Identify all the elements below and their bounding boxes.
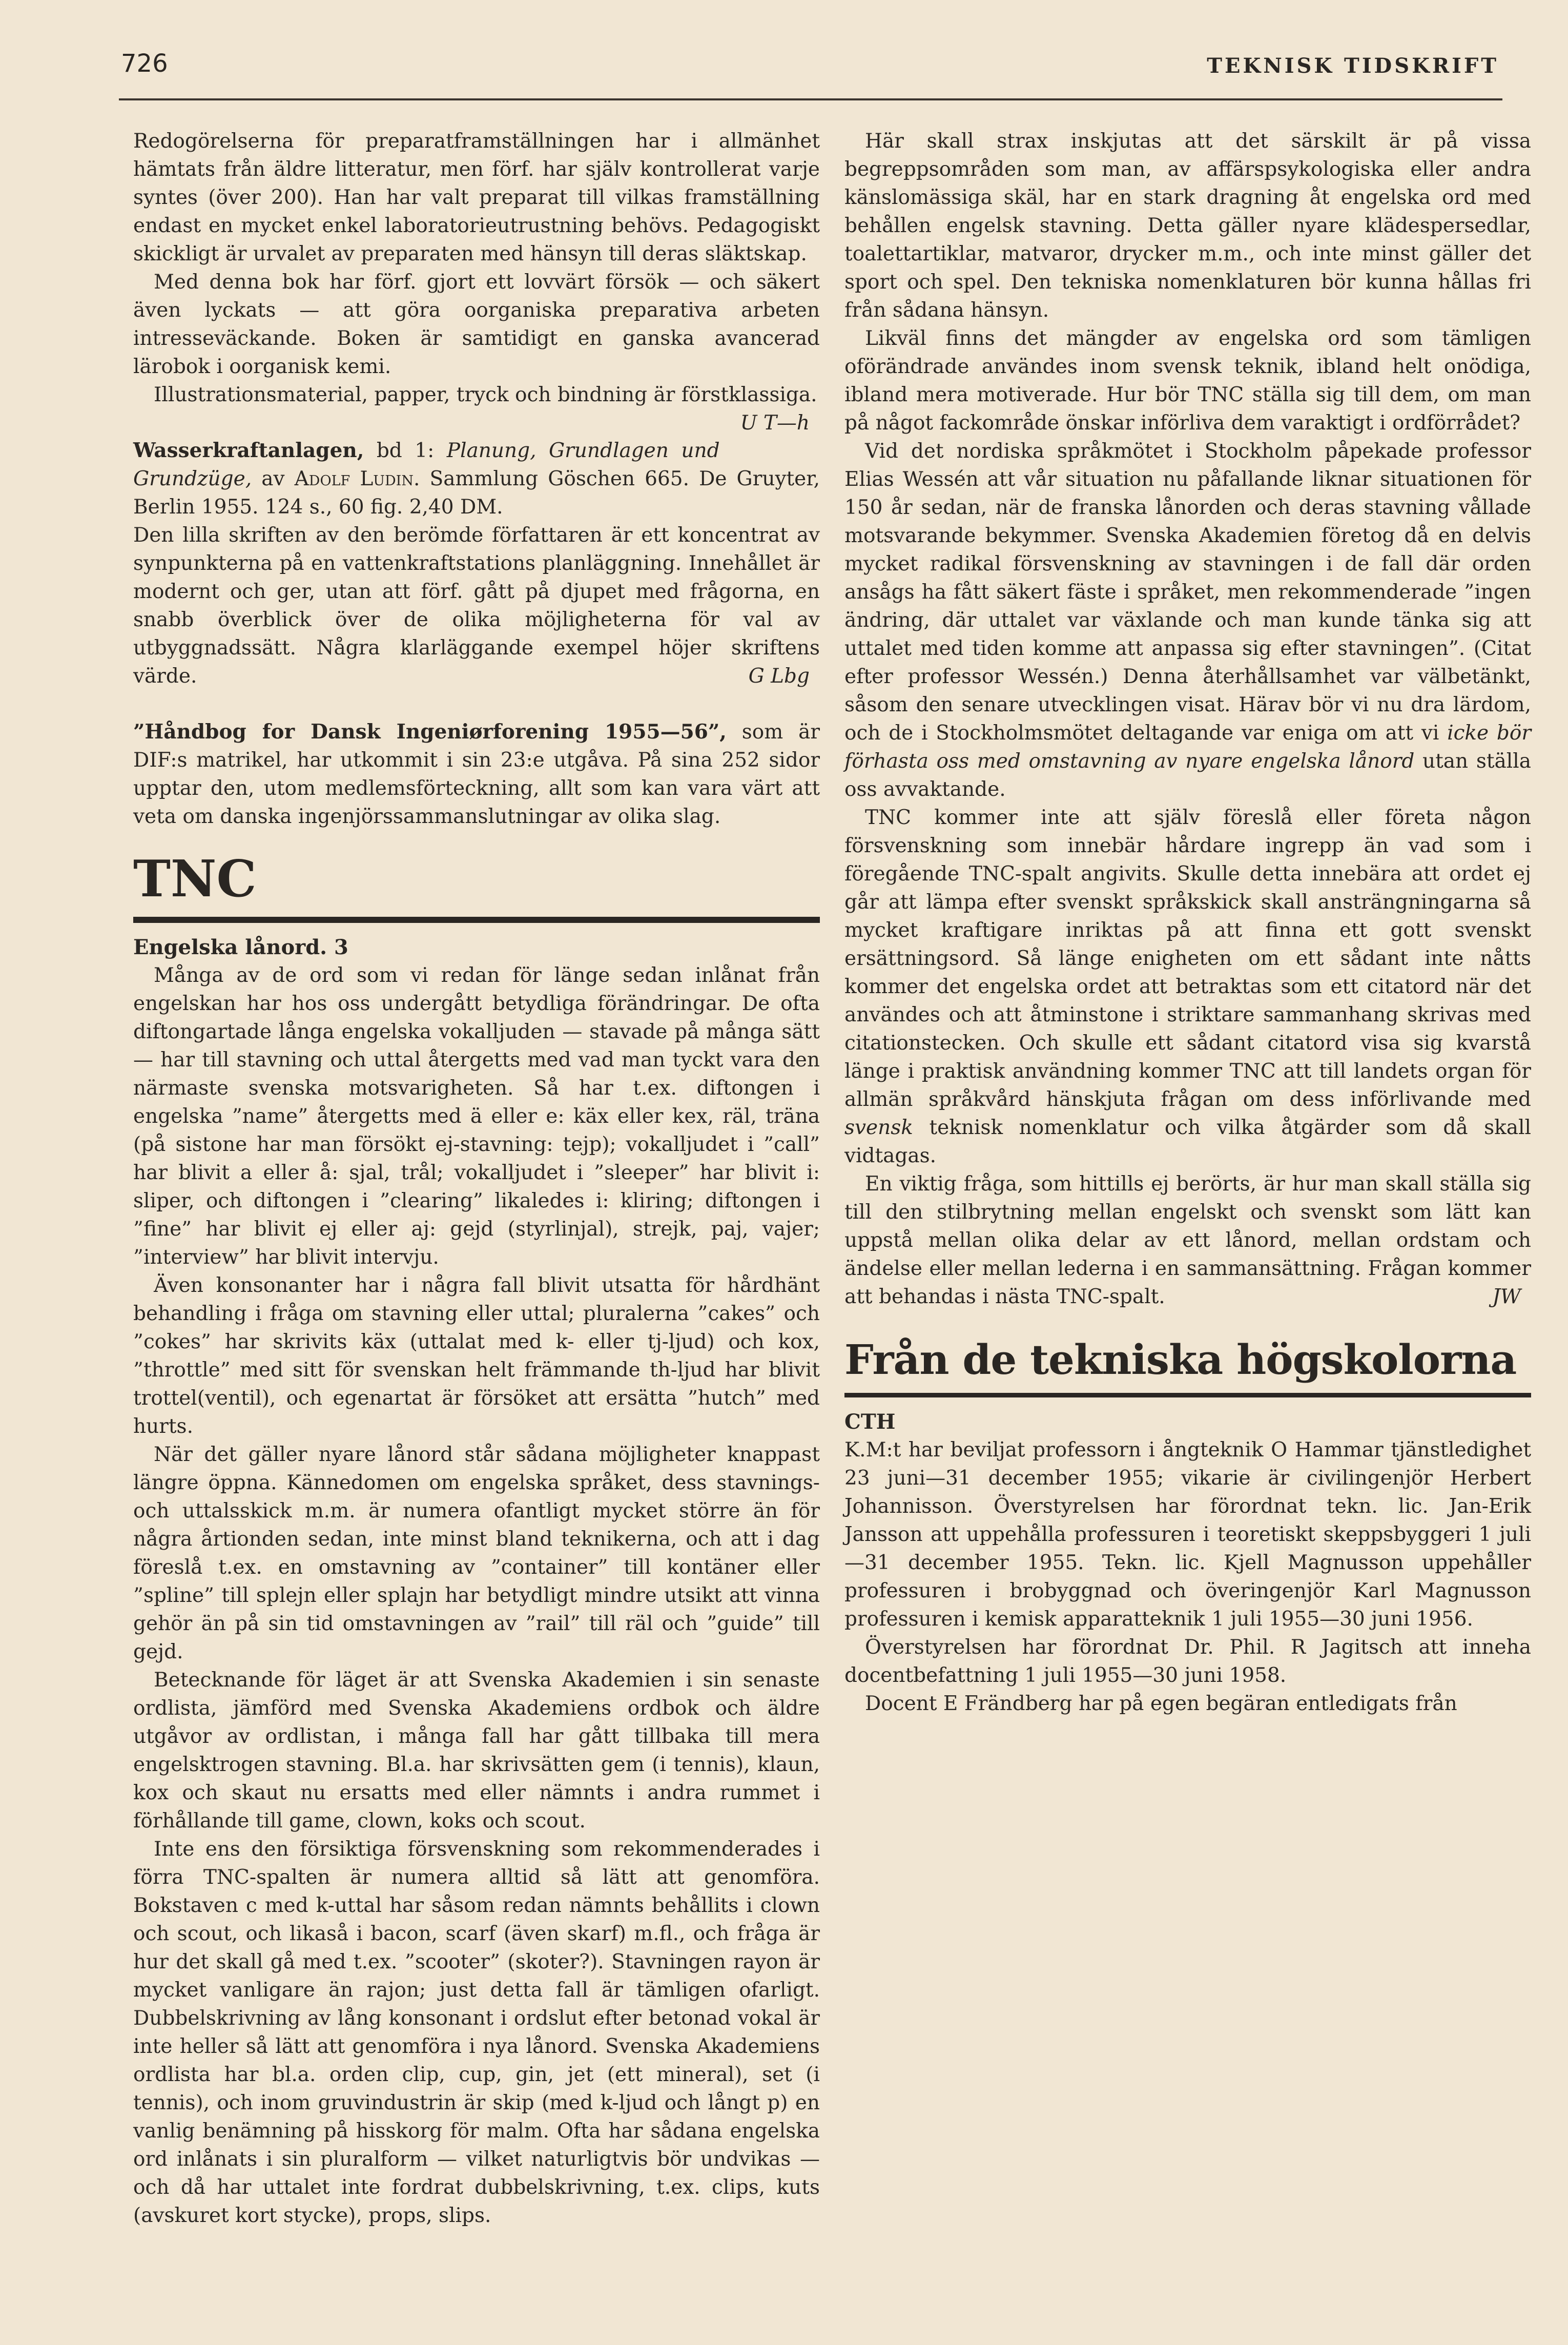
review2-bibl-a: bd 1:	[364, 439, 447, 462]
tnc-rule	[133, 917, 820, 923]
tnc-signature: JW	[1492, 1285, 1521, 1308]
review1-paragraph-1: Redogörelserna för preparatframställningen har i allmänhet hämtats från äldre litteratur, men förf. har själv kontrollerat varje syntes (över 200). Han har valt preparat till vilkas framställning endast en mycket enkel laboratorieutrustning behövs. Pedagogiskt skickligt är urvalet av preparaten med hänsyn till deras släktskap.	[133, 130, 820, 265]
review2	[133, 437, 820, 690]
cth-paragraph-2: Överstyrelsen har förordnat Dr. Phil. R Jagitsch att inneha docentbefattning 1 juli 1955—30 juni 1958.	[844, 1636, 1531, 1687]
review2-author: Adolf Ludin	[294, 467, 414, 490]
cth-subheading: CTH	[844, 1410, 896, 1434]
review2-signature: G Lbg	[748, 665, 810, 688]
header-rule	[119, 98, 1502, 100]
tnc-heading: TNC	[133, 850, 257, 909]
tnc-paragraph-8-a: Vid det nordiska språkmötet i Stockholm påpekade professor Elias Wessén att vår situation nu påfallande liknar situationen för 150 år sedan, när de franska lånorden och deras stavning vållade motsvarande bekymmer. Svenska Akademien företog då en delvis mycket radikal försvenskning av stavningen i de fall där orden ansågs ha fått säkert fäste i språket, men rekommenderade ”ingen ändring, där uttalet var växlande och man kunde tänka sig att uttalet med tiden komme att anpassa sig efter stavningen”. (Citat efter professor Wessén.) Denna återhållsamhet var välbetänkt, såsom den senare utvecklingen visat. Härav bör vi nu dra lärdom, och de i Stockholmsmötet deltagande var eniga om att vi	[844, 440, 1531, 745]
review3-body: som är DIF:s matrikel, har utkommit i sin 23:e utgåva. På sina 252 sidor upptar den, utom medlemsförteckning, allt som kan vara värt att veta om danska ingenjörssammanslutningar av olika slag.	[133, 721, 820, 828]
tnc-paragraph-9-a: TNC kommer inte att själv föreslå eller företa någon försvenskning som innebär hårdare ingrepp än vad som i föregående TNC-spalt angivits. Skulle detta innebära att ordet ej går att lämpa efter svenskt språkskick skall ansträngningarna så mycket kraftigare inriktas på att finna ett gott svenskt ersättningsord. Så länge enigheten om ett sådant inte nåtts kommer det engelska ordet att betraktas som ett citatord när det användes och att åtminstone i striktare sammanhang skrivas med citationstecken. Och skulle ett sådant citatord visa sig kvarstå länge i praktisk användning kommer TNC att till landets organ för allmän språkvård hänskjuta frågan om dess införlivande med	[844, 806, 1531, 1111]
review2-bibliography	[133, 437, 820, 521]
cth-paragraph-3: Docent E Frändberg har på egen begäran entledigats från	[865, 1692, 1457, 1715]
tnc-paragraph-10	[844, 1170, 1531, 1311]
tnc-paragraph-8-b: utan ställa oss avvaktande.	[844, 750, 1531, 801]
review2-title: Wasserkraftanlagen,	[133, 439, 364, 462]
review2-body	[133, 521, 820, 690]
cth-paragraph-1: K.M:t har beviljat professorn i ångteknik O Hammar tjänstledighet 23 juni—31 december 1955; vikarie är civilingenjör Herbert Johannisson. Överstyrelsen har förordnat tekn. lic. Jan-Erik Jansson att uppehålla professuren i teoretiskt skeppsbyggeri 1 juli—31 december 1955. Tekn. lic. Kjell Magnusson uppehåller professuren i brobyggnad och överingenjör Karl Magnusson professuren i kemisk apparatteknik 1 juli 1955—30 juni 1956.	[844, 1438, 1531, 1631]
tnc-subheading: Engelska lånord. 3	[133, 935, 348, 959]
review3-text	[133, 718, 820, 831]
tnc-paragraph-6: Här skall strax inskjutas att det särskilt är på vissa begreppsområden som man, av affärspsykologiska eller andra känslomässiga skäl, har en stark dragning åt engelska ord med behållen engelsk stavning. Detta gäller nyare klädespersedlar, toalettartiklar, matvaror, drycker m.m., och inte minst gäller det sport och spel. Den tekniska nomenklaturen bör kunna hållas fri från sådana hänsyn.	[844, 130, 1531, 322]
tnc-paragraph-8	[844, 437, 1531, 804]
left-column	[133, 127, 820, 2230]
review1-paragraph-2: Med denna bok har förf. gjort ett lovvärt försök — och säkert även lyckats — att göra oorganiska preparativa arbeten intresseväckande. Boken är samtidigt en ganska avancerad lärobok i oorganisk kemi.	[133, 271, 820, 378]
review2-bibl-c: . Sammlung Göschen 665. De Gruyter, Berlin 1955. 124 s., 60 fig. 2,40 DM.	[133, 467, 820, 519]
tnc-paragraph-8-italic: icke bör förhasta oss med omstavning av nyare engelska lånord	[844, 722, 1531, 773]
hogskolor-heading: Från de tekniska högskolorna	[844, 1335, 1517, 1384]
tnc-paragraph-7: Likväl finns det mängder av engelska ord som tämligen oförändrade användes inom svensk teknik, ibland helt onödiga, ibland mera motiverade. Hur bör TNC ställa sig till dem, om man på något fackområde önskar införliva dem varaktigt i ordförrådet?	[844, 327, 1531, 435]
tnc-paragraph-1: Många av de ord som vi redan för länge sedan inlånat från engelskan har hos oss undergått betydliga förändringar. De ofta diftongartade långa engelska vokalljuden — stavade på många sätt — har till stavning och uttal återgetts med vad man tyckt vara den närmaste svenska motsvarigheten. Så har t.ex. diftongen i engelska ”name” återgetts med ä eller e: käx eller kex, räl, träna (på sistone har man försökt ej-stavning: tejp); vokalljudet i ”call” har blivit a eller å: sjal, trål; vokalljudet i ”sleeper” har blivit i: sliper, och diftongen i ”clearing” likaledes i: kliring; diftongen i ”fine” har blivit ej eller aj: gejd (styrlinjal), strejk, paj, vajer; ”interview” har blivit intervju.	[133, 964, 820, 1269]
tnc-paragraph-4: Betecknande för läget är att Svenska Akademien i sin senaste ordlista, jämförd med Svenska Akademiens ordbok och äldre utgåvor av ordlistan, i många fall har gått tillbaka till mera engelsktrogen stavning. Bl.a. har skrivsätten gem (i tennis), klaun, kox och skaut nu ersatts med eller nämnts i andra rummet i förhållande till game, clown, koks och scout.	[133, 1669, 820, 1833]
tnc-paragraph-2: Även konsonanter har i några fall blivit utsatta för hårdhänt behandling i fråga om stavning eller uttal; pluralerna ”cakes” och ”cokes” har skrivits käx (uttalat med k- eller tj-ljud) och kox, ”throttle” med sitt för svenskan helt främmande th-ljud har blivit trottel(ventil), och egenartat är försöket att ersätta ”hutch” med hurts.	[133, 1274, 820, 1438]
review1-paragraph-3-text: Illustrationsmaterial, papper, tryck och bindning är förstklassiga.	[154, 383, 817, 406]
tnc-paragraph-9	[844, 804, 1531, 1170]
review1-paragraph-3	[133, 381, 820, 435]
tnc-paragraph-9-italic: svensk	[844, 1116, 913, 1139]
tnc-paragraph-10-text: En viktig fråga, som hittills ej berörts, är hur man skall ställa sig till den stilbrytning mellan engelskt och svenskt som lätt kan uppstå mellan olika delar av ett lånord, mellan ordstam och ändelse eller mellan lederna i en sammansättning. Frågan kommer att behandas i nästa TNC-spalt.	[844, 1172, 1531, 1308]
review2-body-text: Den lilla skriften av den berömde författaren är ett koncentrat av synpunkterna på en vattenkraftstations planläggning. Innehållet är modernt och ger, utan att förf. gått på djupet med frågorna, en snabb överblick över de olika möjligheterna för val av utbyggnadssätt. Några klarläggande exempel höjer skriftens värde.	[133, 524, 820, 688]
review2-bibl-italic: Planung, Grundlagen und Grundzüge,	[133, 439, 720, 490]
journal-title: TEKNISK TIDSKRIFT	[1207, 54, 1499, 78]
tnc-paragraph-9-b: teknisk nomenklatur och vilka åtgärder som då skall vidtagas.	[844, 1116, 1531, 1167]
tnc-paragraph-5: Inte ens den försiktiga försvenskning som rekommenderades i förra TNC-spalten är numera alltid så lätt att genomföra. Bokstaven c med k-uttal har såsom redan nämnts behållits i clown och scout, och likaså i bacon, scarf (även skarf) m.fl., och fråga är hur det skall gå med t.ex. ”scooter” (skoter?). Stavningen rayon är mycket vanligare än rajon; just detta fall är tämligen ofarligt. Dubbelskrivning av lång konsonant i ordslut efter betonad vokal är inte heller så lätt att genomföra i nya lånord. Svenska Akademiens ordlista har bl.a. orden clip, cup, gin, jet (ett mineral), set (i tennis), och inom gruvindustrin är skip (med k-ljud och långt p) en vanlig benämning på hisskorg för malm. Ofta har sådana engelska ord inlånats i sin pluralform — vilket naturligtvis bör undvikas — och då har uttalet inte fordrat dubbelskrivning, t.ex. clips, kuts (avskuret kort stycke), props, slips.	[133, 1838, 820, 2227]
hogskolor-rule	[844, 1393, 1531, 1397]
review2-bibl-b: av	[252, 467, 295, 490]
review1-signature: U T—h	[740, 412, 810, 435]
review3	[133, 718, 820, 831]
page-number: 726	[121, 49, 168, 78]
review3-title: ”Håndbog for Dansk Ingeniørforening 1955—56”,	[133, 720, 727, 744]
tnc-paragraph-3: När det gäller nyare lånord står sådana möjligheter knappast längre öppna. Kännedomen om engelska språket, dess stavnings- och uttalsskick m.m. är numera ofantligt mycket större än för några årtionden sedan, inte minst bland teknikerna, och att i dag föreslå t.ex. en omstavning av ”container” till kontäner eller ”spline” till splejn eller splajn har betydligt mindre utsikt att vinna gehör än på sin tid omstavningen av ”rail” till räl och ”guide” till gejd.	[133, 1443, 820, 1663]
right-column	[844, 127, 1531, 1718]
